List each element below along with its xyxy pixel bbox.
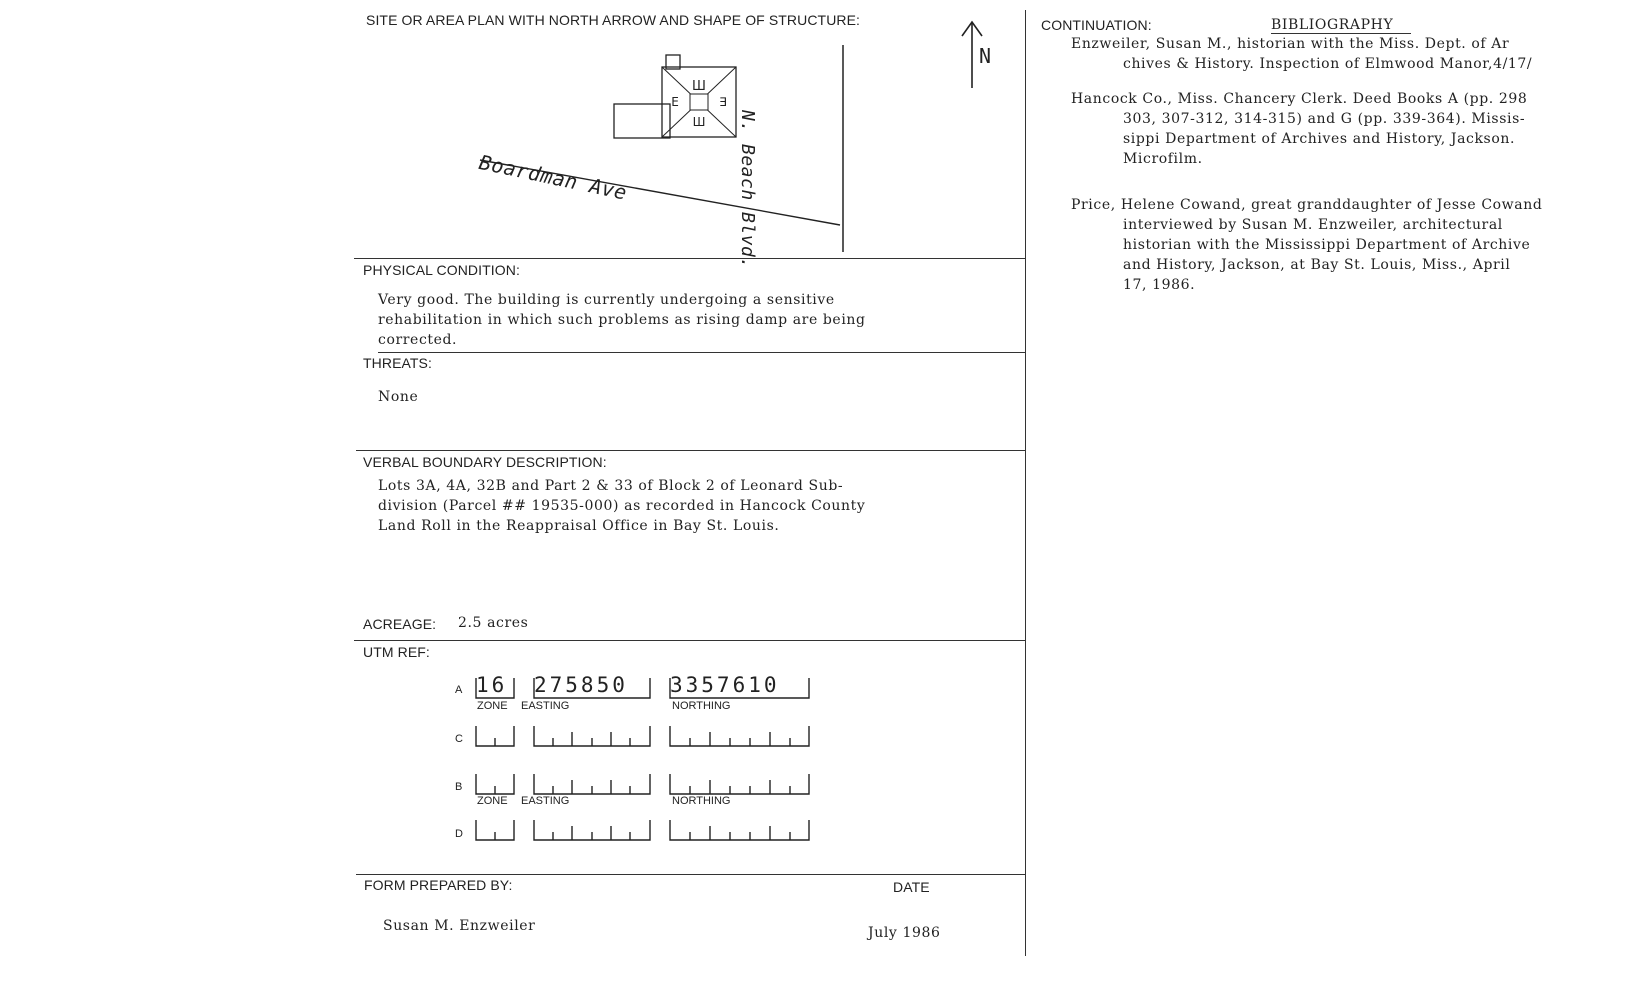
date-label: DATE: [893, 879, 930, 895]
bib-line: chives & History. Inspection of Elmwood Manor,4/17/: [1123, 56, 1533, 72]
acreage-value: 2.5 acres: [458, 615, 529, 631]
bib-line: Microfilm.: [1123, 151, 1203, 167]
text-line: division (Parcel ## 19535-000) as recorded in Hancock County: [378, 498, 866, 514]
building-footprint: [614, 55, 736, 138]
zone-label: ZONE: [477, 795, 508, 807]
north-label: N: [979, 44, 992, 68]
text-line: Very good. The building is currently undergoing a sensitive: [378, 292, 835, 308]
utm-row-c-boxes: [474, 724, 814, 748]
utm-heading: UTM REF:: [363, 644, 430, 660]
threats-heading: THREATS:: [363, 355, 432, 371]
avenue-label: Boardman Ave: [477, 150, 630, 205]
easting-label: EASTING: [521, 700, 570, 712]
acreage-label: ACREAGE:: [363, 616, 437, 632]
bib-line: interviewed by Susan M. Enzweiler, architectural: [1123, 217, 1503, 233]
bibliography-entry: [1071, 89, 1651, 169]
svg-text:Ш: Ш: [692, 79, 706, 94]
bib-line: Price, Helene Cowand, great granddaughter of Jesse Cowand: [1071, 197, 1543, 213]
boundary-heading: VERBAL BOUNDARY DESCRIPTION:: [363, 454, 607, 470]
boundary-text: [378, 476, 865, 536]
bib-line: 17, 1986.: [1123, 277, 1196, 293]
divider: [354, 258, 1026, 259]
text-line: Land Roll in the Reappraisal Office in Bay St. Louis.: [378, 518, 780, 534]
utm-row-c-letter: C: [455, 733, 463, 745]
continuation-label: CONTINUATION:: [1041, 17, 1152, 33]
text-line: corrected.: [378, 332, 458, 348]
northing-label: NORTHING: [672, 795, 731, 807]
prepared-by-heading: FORM PREPARED BY:: [364, 877, 513, 893]
site-plan-sketch: [470, 20, 990, 260]
bib-line: sippi Department of Archives and History, Jackson.: [1123, 131, 1516, 147]
bib-line: 303, 307-312, 314-315) and G (pp. 339-364). Missis-: [1123, 111, 1526, 127]
svg-text:Ш: Ш: [692, 115, 706, 129]
text-line: rehabilitation in which such problems as rising damp are being: [378, 312, 866, 328]
utm-easting-value: 275850: [534, 673, 628, 697]
preparer-name: Susan M. Enzweiler: [383, 918, 536, 934]
zone-label: ZONE: [477, 700, 508, 712]
svg-text:∃: ∃: [719, 95, 727, 109]
physical-condition-text: [378, 290, 866, 350]
column-divider: [1025, 10, 1026, 956]
prepared-date: July 1986: [868, 925, 941, 941]
street-label: N. Beach Blvd.: [737, 110, 758, 269]
utm-row-d-boxes: [474, 818, 814, 842]
divider: [354, 640, 1026, 641]
bib-line: historian with the Mississippi Department of Archive: [1123, 237, 1531, 253]
text-line: Lots 3A, 4A, 32B and Part 2 & 33 of Block 2 of Leonard Sub-: [378, 478, 844, 494]
bibliography-entry: [1071, 34, 1651, 74]
utm-row-b-letter: B: [455, 781, 463, 793]
divider: [356, 874, 1026, 875]
easting-label: EASTING: [521, 795, 570, 807]
utm-row-a-letter: A: [455, 684, 463, 696]
bib-line: and History, Jackson, at Bay St. Louis, Miss., April: [1123, 257, 1511, 273]
bibliography-entry: [1071, 195, 1651, 295]
bib-line: Hancock Co., Miss. Chancery Clerk. Deed Books A (pp. 298: [1071, 91, 1528, 107]
utm-northing-value: 3357610: [670, 673, 780, 697]
bib-line: Enzweiler, Susan M., historian with the Miss. Dept. of Ar: [1071, 36, 1510, 52]
utm-row-d-letter: D: [455, 828, 463, 840]
divider: [356, 450, 1026, 451]
utm-row-a-boxes: [474, 676, 814, 700]
threats-value: None: [378, 389, 419, 405]
northing-label: NORTHING: [672, 700, 731, 712]
site-plan-heading: SITE OR AREA PLAN WITH NORTH ARROW AND SHAPE OF STRUCTURE:: [366, 12, 861, 28]
utm-row-b-boxes: [474, 772, 814, 796]
divider: [378, 352, 1026, 353]
svg-text:E: E: [671, 95, 679, 109]
section-title: BIBLIOGRAPHY: [1271, 17, 1411, 34]
physical-condition-heading: PHYSICAL CONDITION:: [363, 262, 520, 278]
utm-zone-value: 16: [476, 673, 508, 697]
